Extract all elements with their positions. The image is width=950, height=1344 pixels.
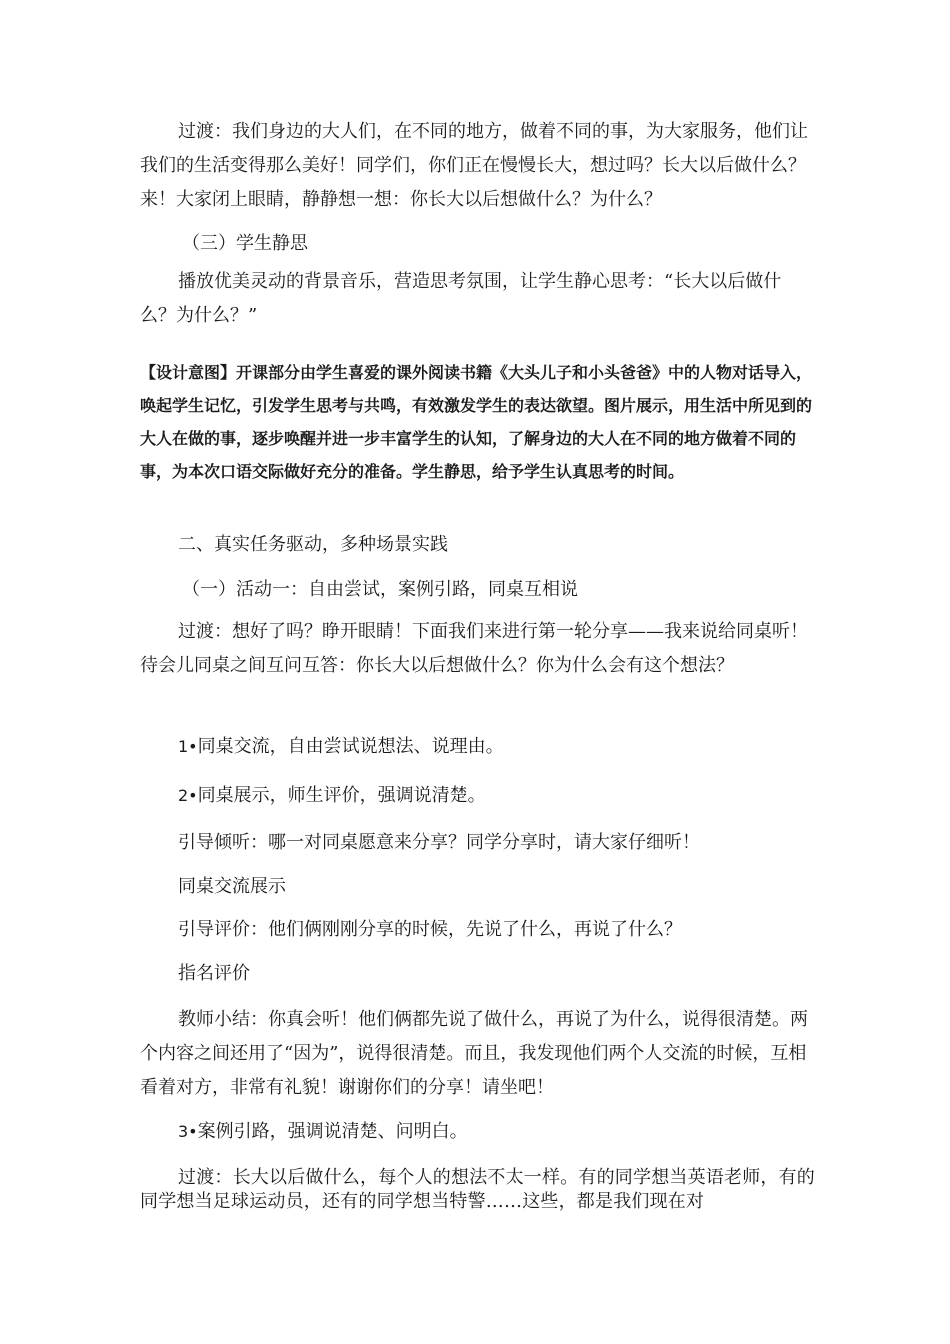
paragraph-teacher-summary: 教师小结：你真会听！他们俩都先说了做什么，再说了为什么，说得很清楚。两个内容之间还用了“因为”，说得很清楚。而且，我发现他们两个人交流的时候，互相看着对方，非常有礼貌！谢谢你们的分享！请坐吧！ — [140, 1009, 808, 1098]
paragraph-transition-2: 过渡：想好了吗？睁开眼睛！下面我们来进行第一轮分享——我来说给同桌听！待会儿同桌之间互问互答：你长大以后想做什么？你为什么会有这个想法？ — [140, 621, 808, 676]
section-heading-2: 二、真实任务驱动，多种场景实践 — [178, 534, 448, 555]
paragraph-desk-show: 同桌交流展示 — [178, 876, 286, 897]
step-1 — [140, 730, 815, 764]
step-1-text: 同桌交流，自由尝试说想法、说理由。 — [197, 736, 504, 757]
paragraph-design-intent: 【设计意图】开课部分由学生喜爱的课外阅读书籍《大头儿子和小头爸爸》中的人物对话导入，唤起学生记忆，引发学生思考与共鸣，有效激发学生的表达欲望。图片展示，用生活中所见到的大人在做的事，逐步唤醒并进一步丰富学生的认知，了解身边的大人在不同的地方做着不同的事，为本次口语交际做好充分的准备。学生静思，给予学生认真思考的时间。 — [140, 363, 813, 481]
step-1-number: 1• — [178, 737, 198, 756]
step-3-text: 案例引路，强调说清楚、问明白。 — [197, 1121, 468, 1142]
step-3 — [140, 1115, 815, 1149]
step-2-text: 同桌展示，师生评价，强调说清楚。 — [197, 785, 486, 806]
activity-1-heading: （一）活动一：自由尝试，案例引路，同桌互相说 — [182, 579, 578, 600]
paragraph-name-eval: 指名评价 — [178, 963, 250, 984]
paragraph-transition-1: 过渡：我们身边的大人们，在不同的地方，做着不同的事，为大家服务，他们让我们的生活变得那么美好！同学们，你们正在慢慢长大，想过吗？长大以后做什么？来！大家闭上眼睛，静静想一想：你长大以后想做什么？为什么？ — [140, 121, 808, 210]
paragraph-guide-eval: 引导评价：他们俩刚刚分享的时候，先说了什么，再说了什么？ — [178, 919, 682, 940]
paragraph-guide-listen: 引导倾听：哪一对同桌愿意来分享？同学分享时，请大家仔细听！ — [178, 832, 700, 853]
paragraph-transition-3: 过渡：长大以后做什么，每个人的想法不太一样。有的同学想当英语老师，有的同学想当足球运动员，还有的同学想当特警……这些，都是我们现在对 — [140, 1167, 815, 1212]
step-3-number: 3• — [178, 1122, 198, 1141]
step-2 — [140, 779, 815, 813]
step-2-number: 2• — [178, 786, 198, 805]
heading-student-reflection: （三）学生静思 — [182, 233, 308, 254]
paragraph-background-music: 播放优美灵动的背景音乐，营造思考氛围，让学生静心思考：“长大以后做什么？为什么？” — [140, 271, 782, 326]
